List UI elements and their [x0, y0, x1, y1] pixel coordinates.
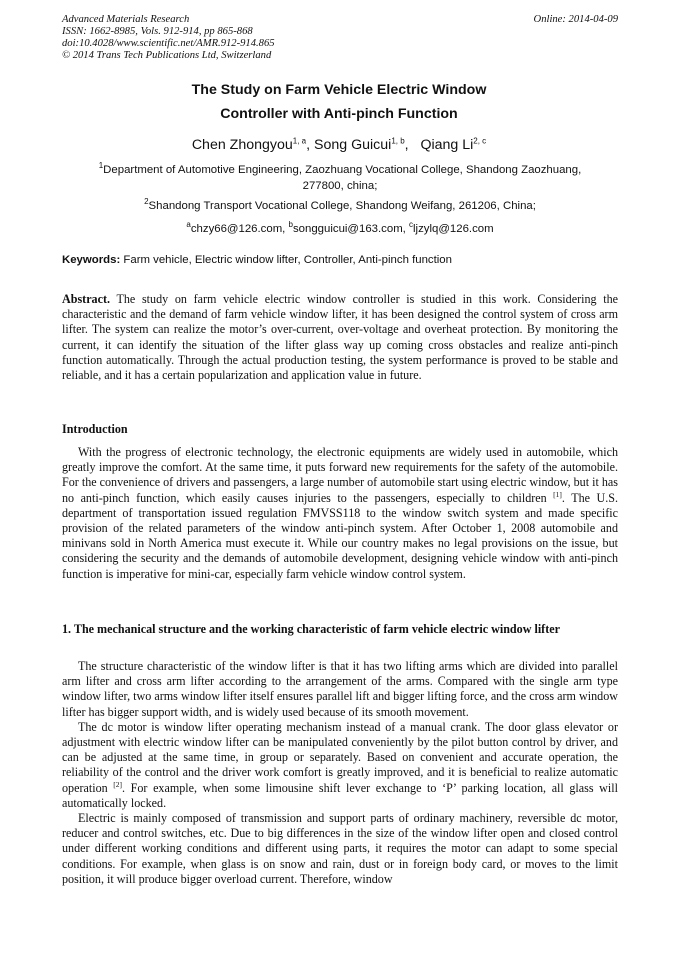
section-1-body [62, 659, 618, 887]
author-affiliation-mark: 1, b [391, 136, 405, 146]
email-link[interactable]: songguicui@163.com, [292, 223, 410, 235]
email-link[interactable]: chzy66@126.com, [190, 223, 289, 235]
author-name: Chen Zhongyou [191, 137, 293, 153]
author-list: Chen Zhongyou$^{1, a}$, Song Guicui$^{1, b}$, Qiang Li$^{2, c}$ [191, 136, 487, 153]
issn-line: ISSN: 1662-8985, Vols. 912-914, pp 865-868 [62, 26, 253, 37]
author-affiliation-mark: 1, a [292, 136, 307, 146]
keywords-text: Farm vehicle, Electric window lifter, Controller, Anti-pinch function [120, 254, 452, 266]
affiliation-1: $^1$Department of Automotive Engineering, Zaozhuang Vocational College, Shandong Zaozhuang, 277800, china; [98, 161, 582, 192]
section-1-paragraph: The dc motor is window lifter operating mechanism instead of a manual crank. The door glass elevator or adjustment with electric window lifter can be manipulated conveniently by the pilot button control by driver, and can be adjusted at the same time, in group or separately. Based on convenient and accurate operation, the reliability of the control and the driver work comfort is greatly improved, and it is beneficial to realize automatic operation [2]. For example, when some limousine shift lever exchange to ‘P’ parking location, all glass will automatically locked. [62, 719, 618, 810]
doi-line: doi:10.4028/www.scientific.net/AMR.912-914.865 [62, 38, 275, 49]
paper-title-line-2: Controller with Anti-pinch Function [220, 106, 458, 122]
author-emails: $^a$chzy66@126.com, $^b$songguicui@163.com, $^c$ljzylq@126.com [186, 220, 494, 235]
abstract-text: The study on farm vehicle electric window controller is studied in this work. Considering the characteristic and the demand of farm vehicle window lifter, it has been designed the control system of cross arm lifter. The system can realize the motor’s over-current, over-voltage and overheat protection. By monitoring the current, it can identify the situation of the lifter glass way up coming cross obstacles and realize anti-pinch function automatically. Through the actual production testing, the system performance is proved to be stable and reliable, and it has a certain popularization and application value in future. [62, 292, 618, 383]
paper-title-line-1: The Study on Farm Vehicle Electric Window [191, 82, 487, 98]
section-heading-1: 1. The mechanical structure and the working characteristic of farm vehicle electric window lifter [62, 622, 560, 636]
journal-name: Advanced Materials Research [62, 14, 190, 25]
affiliation-2: $^2$Shandong Transport Vocational College, Shandong Weifang, 261206, China; [144, 197, 536, 212]
citation-ref[interactable]: [2] [113, 779, 123, 789]
author-affiliation-mark: 2, c [473, 136, 487, 146]
section-1-paragraph: Electric is mainly composed of transmission and support parts of ordinary machinery, reversible dc motor, reducer and control switches, etc. Due to big differences in the size of the window lifter open and closed control under different working conditions and different using parts, it requires the motor can adapt to some special conditions. For example, when glass is on snow and rain, dust or in foreign body card, or moves to the limit position, it will produce bigger overload current. Therefore, window [62, 811, 618, 886]
abstract [62, 292, 618, 383]
copyright-line: © 2014 Trans Tech Publications Ltd, Switzerland [62, 50, 272, 61]
citation-ref[interactable]: [1] [553, 489, 562, 499]
author-name: Qiang Li [420, 137, 474, 153]
journal-header [62, 14, 618, 62]
section-heading-introduction: Introduction [62, 422, 128, 436]
author-name: Song Guicui [314, 137, 392, 153]
affiliation-mark: 2 [144, 197, 149, 207]
section-1-paragraph: The structure characteristic of the window lifter is that it has two lifting arms which are divided into parallel arm lifter and cross arm lifter according to the arrangement of the arms. Compared with the single arm type window lifter, two arms window lifter itself ensures parallel lift and bigger lifting force, and the cross arm window lifter has bigger support width, and is widely used because of its smooth movement. [62, 659, 618, 719]
keywords-label: Keywords: [62, 254, 121, 266]
online-date: Online: 2014-04-09 [533, 14, 618, 25]
email-link[interactable]: ljzylq@126.com [413, 223, 494, 235]
abstract-label: Abstract. [62, 292, 111, 306]
keywords [62, 254, 618, 266]
introduction-paragraph: With the progress of electronic technology, the electronic equipments are widely used in automobile, which greatly improve the comfort. At the same time, it puts forward new requirements for the safety of the automobile. For the convenience of drivers and passengers, a large number of automobile start using electric window, but it has no anti-pinch function, which easily causes injuries to the passengers, especially to children [1]. The U.S. department of transportation issued regulation FMVSS118 to the window switch system and made specific provision of the related parameters of the window anti-pinch system. After October 1, 2008 automobile and minivans sold in North America must execute it. While our country makes no legal provisions on the issue, but considering the security and the demands of automobile development, designing vehicle window with anti-pinch function is imperative for mini-car, especially farm vehicle window control system. [62, 445, 618, 581]
affiliation-mark: 1 [98, 161, 104, 171]
